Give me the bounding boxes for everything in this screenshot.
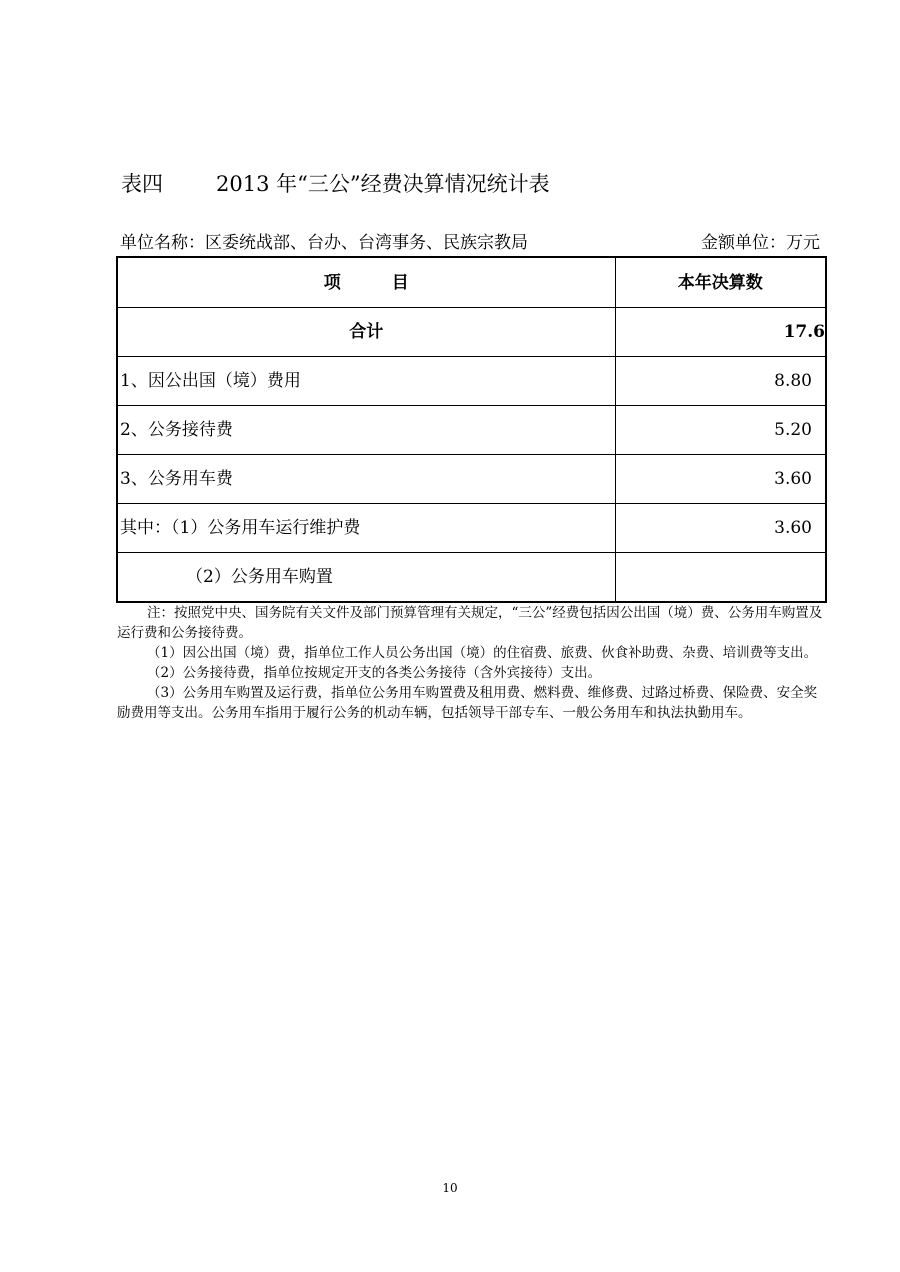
- column-header-value: 本年决算数: [615, 257, 826, 308]
- footnote-item: （2）公务接待费，指单位按规定开支的各类公务接待（含外宾接待）支出。: [147, 665, 602, 681]
- footnote-item: （3）公务用车购置及运行费，指单位公务用车购置费及租用费、燃料费、维修费、过路过桥费、保险费、安全奖励费用等支出。公务用车指用于履行公务的机动车辆，包括领导干部专车、一般公务用车和执法执勤用车。: [117, 685, 818, 721]
- row-value-total: 17.6: [615, 308, 826, 357]
- table-row: [117, 504, 826, 553]
- row-label: （2）公务用车购置: [117, 553, 615, 603]
- table-row: [117, 553, 826, 603]
- table-row-total: [117, 308, 826, 357]
- row-label-total: 合计: [117, 308, 615, 357]
- unit-name-label: 单位名称：区委统战部、台办、台湾事务、民族宗教局: [120, 233, 528, 253]
- footnote-item: （1）因公出国（境）费，指单位工作人员公务出国（境）的住宿费、旅费、伙食补助费、杂费、培训费等支出。: [147, 645, 818, 661]
- table-row: [117, 357, 826, 406]
- table-number-label: 表四: [121, 172, 163, 196]
- row-value: 3.60: [615, 504, 826, 553]
- table-row: [117, 455, 826, 504]
- row-value: 8.80: [615, 357, 826, 406]
- footnote-main: 注：按照党中央、国务院有关文件及部门预算管理有关规定，“三公”经费包括因公出国（境）费、公务用车购置及运行费和公务接待费。: [117, 605, 823, 641]
- table-header-row: [117, 257, 826, 308]
- row-label: 1、因公出国（境）费用: [117, 357, 615, 406]
- page-title: 2013 年“三公”经费决算情况统计表: [216, 172, 550, 196]
- table-row: [117, 406, 826, 455]
- column-header-item: 项 目: [117, 257, 615, 308]
- row-label: 3、公务用车费: [117, 455, 615, 504]
- row-value: 3.60: [615, 455, 826, 504]
- row-value-empty: [615, 553, 826, 603]
- row-label: 2、公务接待费: [117, 406, 615, 455]
- footnotes: [117, 603, 823, 723]
- amount-unit-label: 金额单位：万元: [701, 233, 820, 253]
- page-number: 10: [442, 1181, 458, 1195]
- row-label: 其中：（1）公务用车运行维护费: [117, 504, 615, 553]
- row-value: 5.20: [615, 406, 826, 455]
- budget-table: [116, 256, 827, 603]
